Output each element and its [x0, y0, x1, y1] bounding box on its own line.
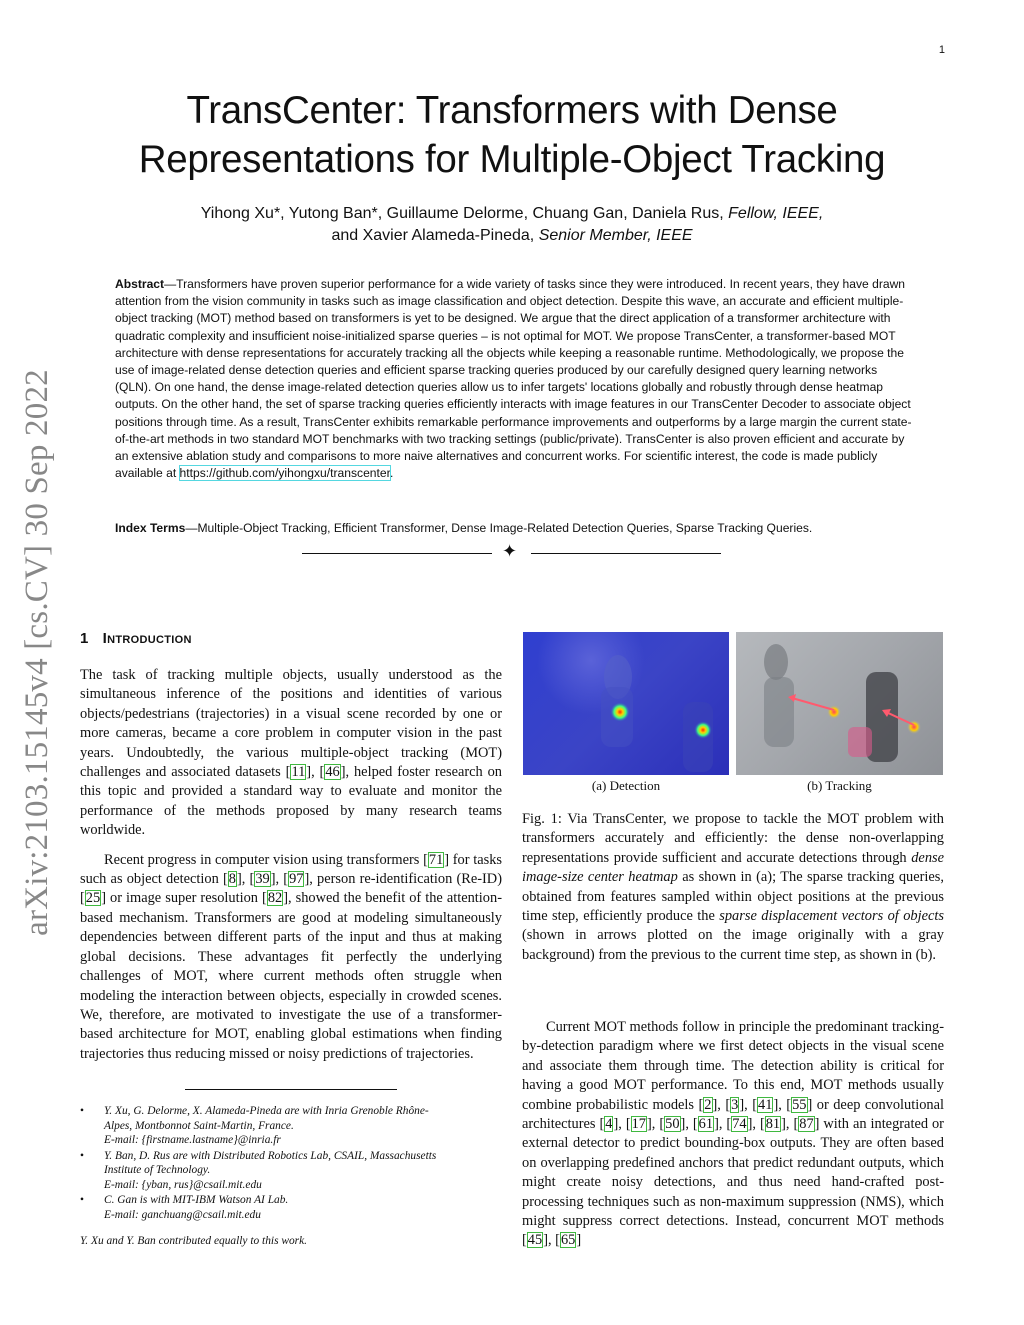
abstract-dash: — — [164, 277, 177, 291]
author-names-2: and Xavier Alameda-Pineda, — [331, 227, 539, 244]
index-terms-text: —Multiple-Object Tracking, Efficient Transformer, Dense Image-Related Detection Queries, Sparse Tracking Queries. — [185, 521, 813, 535]
footnote-rule — [185, 1089, 397, 1090]
intro-paragraph-1: The task of tracking multiple objects, usually understood as the simultaneous inference of the positions and identities of various objects/pedestrians (trajectories) in a visual scene recorded by one or more cameras, became a core problem in computer vision in the past years. Undoubtedly, the various multiple-object tracking (MOT) challenges and associated datasets [11], [46], helped foster research on this topic and provided a standard way to evaluate and monitor the performance of the methods proposed by many research teams worldwide. — [80, 667, 503, 839]
text-run: Current MOT methods follow in principle the predominant tracking-by-detection paradigm where we first detect objects in the visual scene and associate them through time. The detection ability is critical for having a good MOT performance. To this end, MOT methods usually combine probabilistic models — [522, 1019, 944, 1113]
text-run: for tasks such as object detection — [80, 851, 502, 888]
footnote-line: Y. Ban, D. Rus are with Distributed Robotics Lab, CSAIL, Massachusetts — [104, 1149, 437, 1162]
subcaption-a: (a) Detection — [591, 778, 661, 793]
right-column — [522, 1018, 944, 1251]
citation-61[interactable]: 61 — [698, 1116, 714, 1133]
emphasis: sparse displacement vectors of objects — [719, 908, 944, 925]
footnote-line: C. Gan is with MIT-IBM Watson AI Lab. — [104, 1194, 289, 1206]
title-line-2: Representations for Multiple-Object Tracking — [138, 138, 886, 181]
abstract — [115, 276, 912, 482]
index-terms — [115, 520, 912, 537]
footnote-line: Y. Xu, G. Delorme, X. Alameda-Pineda are with Inria Grenoble Rhône- — [104, 1105, 429, 1117]
detection-heatmap-figure — [523, 632, 729, 775]
abstract-label: Abstract — [115, 277, 165, 291]
section-heading — [80, 630, 192, 647]
citation-50[interactable]: 50 — [665, 1116, 680, 1133]
footnote-affiliation-1 — [80, 1104, 502, 1148]
tracking-image — [736, 632, 943, 775]
citation-87[interactable]: 87 — [799, 1116, 814, 1133]
separator-right — [531, 553, 721, 554]
citation-11[interactable]: 11 — [291, 764, 306, 781]
footnote-affiliation-3 — [80, 1193, 502, 1222]
bullet-icon: • — [80, 1105, 84, 1117]
section-number: 1 — [80, 630, 89, 647]
citation-82[interactable]: 82 — [267, 890, 283, 907]
citation-4[interactable]: 4 — [605, 1116, 613, 1133]
page-number: 1 — [938, 44, 945, 56]
tracking-arrows-figure — [736, 632, 943, 775]
citation-65[interactable]: 65 — [560, 1232, 576, 1249]
author-role-2: Senior Member, IEEE — [538, 227, 693, 244]
footnotes — [80, 1104, 502, 1249]
paper-title — [60, 86, 964, 184]
citation-25[interactable]: 25 — [85, 890, 101, 907]
abstract-end: . — [389, 466, 394, 481]
author-line-2 — [60, 225, 964, 247]
arxiv-stamp — [12, 360, 60, 945]
text-run: or deep convolutional architectures — [522, 1096, 945, 1133]
right-paragraph-1: Current MOT methods follow in principle the predominant tracking-by-detection paradigm where we first detect objects in the visual scene and associate them through time. The detection ability is critical for having a good MOT performance. To this end, MOT methods usually combine probabilistic models [2], [3], [41], [55] or deep convolutional architectures [4], [17], [50], [61], [74], [81], [87] with an integrated or external detector to predict bounding-box outputs. They are often based on overlapping predefined anchors that predict redundant outputs, which might create noisy detections, and thus need hand-crafted post-processing techniques such as non-maximum suppression (NMS), which might suppress correct detections. Instead, concurrent MOT methods [45], [65] — [522, 1019, 945, 1249]
figure-caption — [522, 810, 944, 965]
author-role-1: Fellow, IEEE, — [728, 205, 824, 222]
citation-3[interactable]: 3 — [731, 1096, 739, 1113]
title-line-1: TransCenter: Transformers with Dense — [186, 89, 838, 132]
text-run: Recent progress in computer vision using transformers — [104, 851, 424, 868]
intro-paragraph-2: Recent progress in computer vision using transformers [71] for tasks such as object detection [8], [39], [97], person re-identification (Re-ID) [25] or image super resolution [82], showed the benefit of the attention-based mechanism. Transformers are good at modeling simultaneously dependencies between different parts of the input and thus at making global decisions. These advantages fit perfectly the underlying challenges of MOT, where current methods often struggle when modeling the interaction between objects, especially in crowded scenes. We, therefore, are motivated to investigate the use of a transformer-based architecture for MOT, enabling global estimations when finding trajectories thus reducing missed or noisy predictions of trajectories. — [80, 851, 502, 1062]
equal-contribution-note: Y. Xu and Y. Ban contributed equally to this work. — [80, 1235, 307, 1247]
author-list — [60, 203, 964, 247]
footnote-affiliation-2 — [80, 1149, 502, 1193]
citation-81[interactable]: 81 — [765, 1116, 781, 1133]
citation-55[interactable]: 55 — [792, 1096, 807, 1113]
text-run: (shown in arrows plotted on the image originally with a gray background) from the previous to the current time step, as shown in (b). — [522, 927, 944, 963]
citation-17[interactable]: 17 — [631, 1116, 646, 1133]
emphasis: dense image-size center heatmap — [522, 849, 944, 886]
left-column — [80, 666, 502, 1064]
citation-8[interactable]: 8 — [228, 871, 236, 888]
subcaption-b: (b) Tracking — [807, 778, 872, 793]
detection-image — [523, 632, 729, 775]
footnote-email: E-mail: ganchuang@csail.mit.edu — [104, 1208, 261, 1221]
citation-45[interactable]: 45 — [527, 1232, 543, 1249]
text-run: , showed the benefit of the attention-based mechanism. Transformers are good at modeling simultaneously dependencies between different parts of the input and thus at making global decisions. These advantages fit perfectly the underlying challenges of MOT, where current methods often struggle when modeling the interaction between objects, especially in crowded scenes. We, therefore, are motivated to investigate the use of a transformer-based architecture for MOT, enabling global estimations when finding trajectories thus reducing missed or noisy predictions of trajectories. — [80, 890, 502, 1062]
bullet-icon: • — [80, 1149, 84, 1162]
footnote-line: Alpes, Montbonnot Saint-Martin, France. — [104, 1119, 294, 1132]
text-run: with an integrated or external detector to predict bounding-box outputs. They are often based on overlapping predefined anchors that predict redundant outputs, which might create noisy detections, and thus need hand-crafted post-processing techniques such as non-maximum suppression (NMS), which might suppress correct detections. Instead, concurrent MOT methods — [522, 1116, 944, 1230]
citation-2[interactable]: 2 — [704, 1096, 712, 1113]
text-run: , helped foster research on this topic and provided a standard way to evaluate and monitor the performance of the methods proposed by many research teams worldwide. — [80, 764, 503, 839]
author-names-1: Yihong Xu*, Yutong Ban*, Guillaume Delorme, Chuang Gan, Daniela Rus, — [200, 205, 729, 222]
citation-71[interactable]: 71 — [428, 851, 444, 868]
citation-39[interactable]: 39 — [255, 871, 270, 888]
author-line-1 — [60, 203, 964, 225]
abstract-text: Transformers have proven superior performance for a wide variety of tasks since they were introduced. In recent years, they have drawn attention from the vision community in tasks such as image classification and object detection. Despite this wave, an accurate and efficient multiple-object tracking (MOT) method based on transformers is yet to be designed. We argue that the direct application of a transformer architecture with quadratic complexity and insufficient noise-initialized sparse queries – is not optimal for MOT. We propose TransCenter, a transformer-based MOT architecture with dense representations for accurately tracking all the objects while keeping a reasonable runtime. Methodologically, we propose the use of image-related dense detection queries and efficient sparse tracking queries produced by our carefully designed query learning networks (QLN). On one hand, the dense image-related detection queries allow us to infer targets' locations globally and robustly through dense heatmap outputs. On the other hand, the set of sparse tracking queries efficiently interacts with image features in our TransCenter Decoder to associate object positions through time. As a result, TransCenter exhibits remarkable performance improvements and outperforms by a large margin the current state-of-the-art methods in two standard MOT benchmarks with two tracking settings (public/private). TransCenter is also proven efficient and accurate by an extensive ablation study and comparisons to more naive alternatives and concurrent works. For scientific interest, the code is made publicly available at — [115, 277, 912, 481]
citation-46[interactable]: 46 — [325, 764, 340, 781]
text-run: Fig. 1: Via TransCenter, we propose to tackle the MOT problem with transformers accurately and efficiently: the dense non-overlapping representations provide sufficient and accurate detections through — [522, 811, 944, 866]
citation-41[interactable]: 41 — [758, 1096, 773, 1113]
text-run: as shown in (a); The sparse tracking queries, obtained from features sampled within object positions at the previous time step, efficiently produce the — [522, 869, 944, 925]
code-link[interactable]: https://github.com/yihongxu/transcenter — [179, 466, 390, 481]
footnote-email: E-mail: {firstname.lastname}@inria.fr — [104, 1134, 281, 1146]
index-terms-label: Index Terms — [115, 521, 186, 535]
arxiv-id: arXiv:2103.15145v4 [cs.CV] 30 Sep 2022 — [19, 369, 55, 936]
footnote-line: Institute of Technology. — [104, 1164, 211, 1176]
bullet-icon: • — [80, 1194, 84, 1206]
text-run: The task of tracking multiple objects, usually understood as the simultaneous inference of the positions and identities of various objects/pedestrians (trajectories) in a visual scene recorded by one or more cameras, became a core problem in computer vision in the past years. Undoubtedly, the various multiple-object tracking (MOT) challenges and associated datasets — [80, 667, 502, 781]
citation-74[interactable]: 74 — [732, 1116, 747, 1133]
section-title: Introduction — [102, 630, 192, 647]
separator-diamond-icon: ✦ — [502, 541, 518, 562]
text-run: or image super resolution — [105, 890, 263, 907]
citation-97[interactable]: 97 — [289, 871, 304, 888]
text-run: , person re-identification (Re-ID) — [309, 871, 502, 888]
footnote-email: E-mail: {yban, rus}@csail.mit.edu — [104, 1178, 262, 1191]
separator-left — [302, 553, 492, 554]
